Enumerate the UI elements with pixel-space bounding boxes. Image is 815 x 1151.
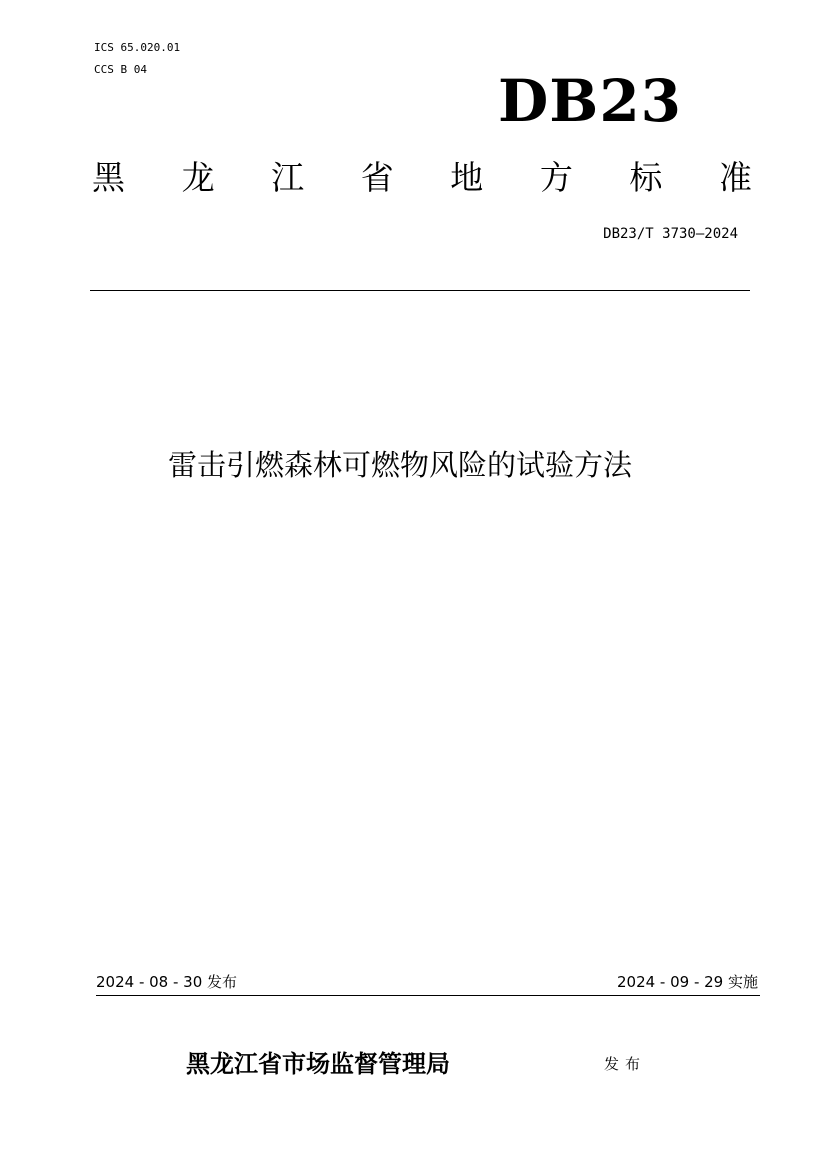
ics-code: ICS 65.020.01 (94, 41, 181, 54)
standard-type-char: 江 (271, 158, 305, 197)
standard-type-char: 方 (539, 158, 573, 197)
document-title: 雷击引燃森林可燃物风险的试验方法 (167, 448, 632, 482)
implement-date: 2024 - 09 - 29 实施 (616, 973, 758, 991)
bottom-divider (96, 995, 760, 996)
standard-type-char: 准 (718, 158, 752, 197)
issuing-authority: 黑龙江省市场监督管理局 (186, 1049, 450, 1078)
ccs-code: CCS B 04 (94, 63, 147, 76)
publish-date: 2024 - 08 - 30 发布 (96, 973, 238, 991)
standard-number: DB23/T 3730—2024 (603, 226, 738, 242)
standard-type-heading (92, 156, 752, 200)
top-divider (90, 290, 750, 291)
standard-type-char: 标 (629, 158, 663, 197)
db23-logo: DB23 (498, 67, 683, 135)
standard-type-char: 地 (450, 158, 484, 197)
issue-label: 发布 (604, 1055, 647, 1073)
standard-type-char: 黑 (92, 158, 125, 197)
standard-type-char: 省 (360, 158, 394, 197)
standard-type-char: 龙 (181, 158, 215, 197)
